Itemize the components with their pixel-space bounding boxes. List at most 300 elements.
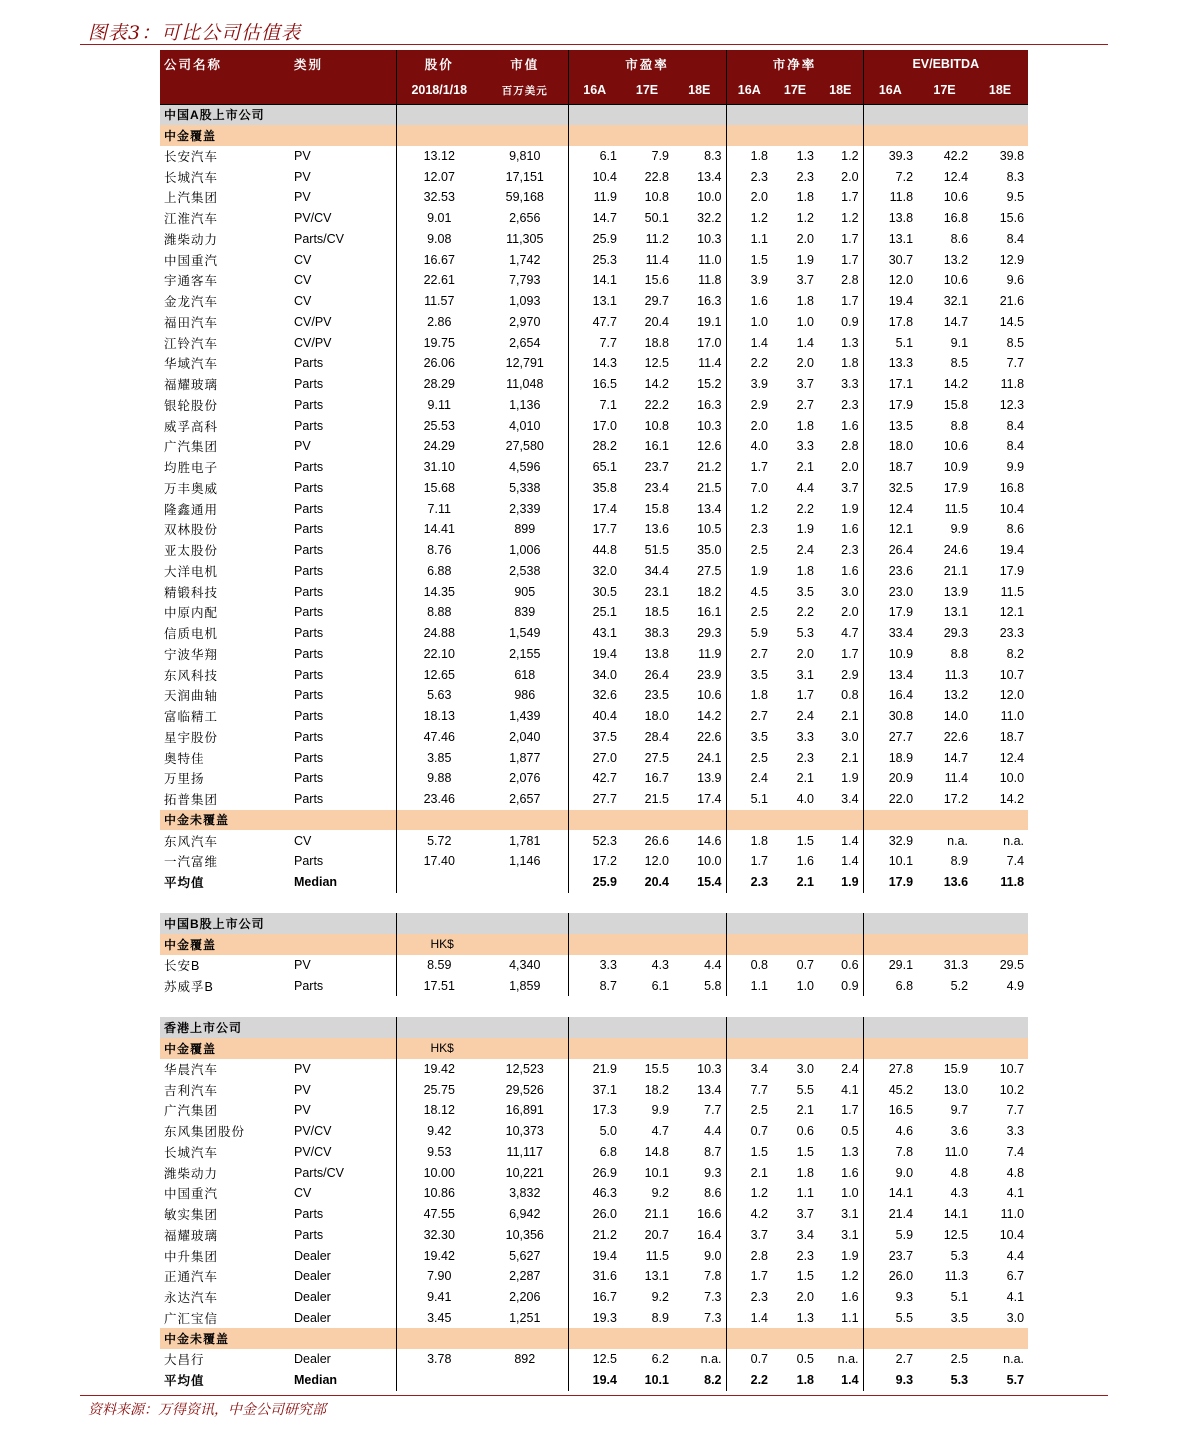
company-type: Parts bbox=[294, 397, 324, 412]
cell-value: 0.5 bbox=[796, 1352, 815, 1367]
cell-value: 2,287 bbox=[509, 1269, 541, 1284]
cell-value: 30.8 bbox=[863, 706, 917, 727]
cell-value: 2,538 bbox=[509, 563, 541, 578]
cell-value: 10.1 bbox=[863, 851, 917, 872]
cell-value: 2.2 bbox=[726, 353, 772, 374]
cell-value: 7.7 bbox=[1006, 356, 1025, 371]
valuation-table bbox=[160, 50, 1028, 1391]
cell-value: 4.7 bbox=[841, 626, 859, 641]
cell-value: 1.9 bbox=[796, 522, 815, 537]
cell-value: 11.0 bbox=[698, 252, 722, 267]
cell-value: 1.2 bbox=[796, 211, 815, 226]
cell-value: 23.9 bbox=[697, 667, 722, 682]
company-type: Parts bbox=[294, 1227, 324, 1242]
company-name: 隆鑫通用 bbox=[164, 502, 219, 517]
cell-value: 8.6 bbox=[1006, 522, 1025, 537]
table-row bbox=[160, 727, 1028, 748]
table-row bbox=[160, 187, 1028, 208]
cell-value: 1.4 bbox=[841, 833, 859, 848]
company-name: 天润曲轴 bbox=[164, 689, 219, 704]
cell-value: 23.5 bbox=[644, 688, 669, 703]
cell-value: 23.6 bbox=[863, 561, 917, 582]
table-row bbox=[160, 1287, 1028, 1308]
median-row bbox=[160, 872, 1028, 893]
company-name: 万丰奥威 bbox=[164, 481, 219, 496]
table-row bbox=[160, 789, 1028, 810]
cell-value: 13.3 bbox=[863, 353, 917, 374]
bottom-divider bbox=[80, 1395, 1108, 1396]
cell-value: 10.1 bbox=[644, 1373, 669, 1388]
cell-value: 13.4 bbox=[697, 169, 722, 184]
cell-value: 11.8 bbox=[863, 187, 917, 208]
cell-value: 1,781 bbox=[509, 833, 541, 848]
cell-value: 16.1 bbox=[644, 439, 669, 454]
cell-value: 1.4 bbox=[841, 854, 859, 869]
company-type: PV/CV bbox=[294, 1144, 332, 1159]
cell-value: 7.9 bbox=[651, 148, 669, 163]
company-name: 亚太股份 bbox=[164, 544, 219, 559]
cell-value: 10.6 bbox=[943, 273, 969, 288]
table-row bbox=[160, 146, 1028, 167]
cell-value: 3,832 bbox=[509, 1186, 541, 1201]
cell-value: 2.1 bbox=[841, 709, 859, 724]
company-name: 均胜电子 bbox=[164, 461, 219, 476]
cell-value: 1.9 bbox=[841, 501, 859, 516]
header-date: 2018/1/18 bbox=[396, 77, 482, 104]
cell-value: 10.8 bbox=[644, 418, 669, 433]
company-type: Parts bbox=[294, 667, 324, 682]
table-row bbox=[160, 976, 1028, 997]
cell-value: 15.68 bbox=[396, 478, 482, 499]
cell-value: 21.5 bbox=[644, 792, 669, 807]
cell-value: 43.1 bbox=[568, 623, 621, 644]
cell-value: 3.4 bbox=[796, 1227, 815, 1242]
cell-value: 1.6 bbox=[841, 522, 859, 537]
cell-value: 2.8 bbox=[726, 1245, 772, 1266]
table-row bbox=[160, 1162, 1028, 1183]
cell-value: 13.4 bbox=[863, 664, 917, 685]
cell-value: 0.7 bbox=[796, 958, 815, 973]
cell-value: 7.4 bbox=[1006, 1144, 1025, 1159]
median-row bbox=[160, 1370, 1028, 1391]
cell-value: 3.3 bbox=[1006, 1124, 1025, 1139]
cell-value: 11.9 bbox=[568, 187, 621, 208]
cell-value: 0.7 bbox=[726, 1121, 772, 1142]
cell-value: 12.5 bbox=[943, 1227, 969, 1242]
cell-value: n.a. bbox=[947, 833, 969, 848]
cell-value: 37.1 bbox=[568, 1079, 621, 1100]
cell-value: 5.3 bbox=[950, 1248, 969, 1263]
cell-value: 1.8 bbox=[796, 294, 815, 309]
cell-value: 16.67 bbox=[396, 249, 482, 270]
table-row bbox=[160, 623, 1028, 644]
cell-value: 11.3 bbox=[944, 667, 969, 682]
cell-value: 15.2 bbox=[697, 377, 722, 392]
cell-value: n.a. bbox=[700, 1352, 722, 1367]
company-name: 华晨汽车 bbox=[164, 1062, 219, 1077]
cell-value: 10.3 bbox=[697, 418, 722, 433]
currency-label: HK$ bbox=[396, 1038, 482, 1059]
not-covered-row bbox=[160, 810, 1028, 831]
cell-value: 13.8 bbox=[863, 208, 917, 229]
cell-value: 12.9 bbox=[999, 252, 1025, 267]
table-row bbox=[160, 1349, 1028, 1370]
cell-value: 2.2 bbox=[796, 501, 815, 516]
cell-value: 5.0 bbox=[568, 1121, 621, 1142]
table-row bbox=[160, 768, 1028, 789]
cell-value: 6,942 bbox=[509, 1207, 541, 1222]
cell-value: 1.6 bbox=[841, 1165, 859, 1180]
cell-value: 1.2 bbox=[726, 208, 772, 229]
cell-value: 12.4 bbox=[999, 750, 1025, 765]
cell-value: 9.3 bbox=[863, 1287, 917, 1308]
cell-value: 13.1 bbox=[568, 291, 621, 312]
cell-value: 8.4 bbox=[1006, 231, 1025, 246]
table-row bbox=[160, 1183, 1028, 1204]
cell-value: 9.9 bbox=[1006, 460, 1025, 475]
cell-value: 20.7 bbox=[644, 1227, 669, 1242]
cell-value: 8.4 bbox=[1006, 418, 1025, 433]
cell-value: 9.88 bbox=[396, 768, 482, 789]
cell-value: 12.4 bbox=[943, 169, 969, 184]
cell-value: 14.7 bbox=[943, 314, 969, 329]
cell-value: 11.4 bbox=[645, 252, 669, 267]
cell-value: 16.7 bbox=[644, 771, 669, 786]
cell-value: 16.4 bbox=[697, 1227, 722, 1242]
cell-value: 11.4 bbox=[698, 356, 722, 371]
cell-value: 11.5 bbox=[645, 1248, 669, 1263]
cell-value: 16.8 bbox=[943, 211, 969, 226]
table-row bbox=[160, 1204, 1028, 1225]
coverage-row bbox=[160, 125, 1028, 146]
company-name: 中国重汽 bbox=[164, 1187, 219, 1202]
cell-value: 6.8 bbox=[863, 976, 917, 997]
cell-value: 13.5 bbox=[863, 415, 917, 436]
cell-value: 8.9 bbox=[651, 1310, 669, 1325]
cell-value: 16.1 bbox=[697, 605, 722, 620]
cell-value: 1,006 bbox=[509, 543, 541, 558]
company-name: 东风集团股份 bbox=[164, 1125, 246, 1140]
cell-value: 16.8 bbox=[999, 480, 1025, 495]
cell-value: 4.4 bbox=[704, 1124, 722, 1139]
cell-value: 9.5 bbox=[1006, 190, 1025, 205]
cell-value: 839 bbox=[514, 605, 536, 620]
cell-value: 12.07 bbox=[396, 166, 482, 187]
cell-value: 17.9 bbox=[863, 602, 917, 623]
cell-value: 4.4 bbox=[796, 480, 815, 495]
cell-value: 5.7 bbox=[1006, 1373, 1025, 1388]
cell-value: 4.2 bbox=[726, 1204, 772, 1225]
cell-value: 52.3 bbox=[568, 830, 621, 851]
cell-value: 2,076 bbox=[509, 771, 541, 786]
cell-value: 1.8 bbox=[726, 830, 772, 851]
company-type: PV bbox=[294, 439, 311, 454]
cell-value: 2.3 bbox=[841, 397, 859, 412]
cell-value: 0.9 bbox=[841, 978, 859, 993]
cell-value: 59,168 bbox=[505, 190, 544, 205]
cell-value: 18.0 bbox=[644, 709, 669, 724]
header-pe-18e: 18E bbox=[673, 77, 726, 104]
header-mcap: 市值 bbox=[482, 50, 568, 77]
cell-value: 7.7 bbox=[726, 1079, 772, 1100]
company-type: Parts bbox=[294, 771, 324, 786]
table-row bbox=[160, 851, 1028, 872]
cell-value: 1.0 bbox=[841, 1186, 859, 1201]
cell-value: 9.42 bbox=[396, 1121, 482, 1142]
cell-value: 1.2 bbox=[841, 148, 859, 163]
cell-value: 17.7 bbox=[568, 519, 621, 540]
company-type: CV bbox=[294, 1186, 312, 1201]
cell-value: 1.8 bbox=[726, 146, 772, 167]
table-row bbox=[160, 208, 1028, 229]
cell-value: 7.7 bbox=[1006, 1103, 1025, 1118]
cell-value: 2.0 bbox=[841, 169, 859, 184]
cell-value: 2.8 bbox=[841, 273, 859, 288]
company-name: 平均值 bbox=[164, 876, 205, 891]
cell-value: 8.2 bbox=[1006, 646, 1025, 661]
cell-value: 3.0 bbox=[841, 729, 859, 744]
cell-value: 2.3 bbox=[726, 519, 772, 540]
cell-value: 44.8 bbox=[568, 540, 621, 561]
cell-value: 1.8 bbox=[796, 418, 815, 433]
currency-label: HK$ bbox=[396, 934, 482, 955]
cell-value: 9.11 bbox=[396, 395, 482, 416]
company-type: Parts bbox=[294, 377, 324, 392]
company-name: 精锻科技 bbox=[164, 585, 219, 600]
cell-value: 16.4 bbox=[863, 685, 917, 706]
header-pb-17e: 17E bbox=[772, 77, 818, 104]
cell-value: 1.8 bbox=[796, 190, 815, 205]
company-name: 上汽集团 bbox=[164, 191, 219, 206]
cell-value: 3.7 bbox=[726, 1225, 772, 1246]
cell-value: 16.6 bbox=[697, 1207, 722, 1222]
table-row bbox=[160, 332, 1028, 353]
cell-value: 17.2 bbox=[943, 792, 969, 807]
cell-value: 1.3 bbox=[841, 335, 859, 350]
cell-value: 4.3 bbox=[950, 1186, 969, 1201]
cell-value: 10.3 bbox=[697, 231, 722, 246]
cell-value: 18.12 bbox=[396, 1100, 482, 1121]
company-name: 江淮汽车 bbox=[164, 212, 219, 227]
company-name: 福耀玻璃 bbox=[164, 378, 219, 393]
cell-value: 1,439 bbox=[509, 709, 541, 724]
cell-value: 20.9 bbox=[863, 768, 917, 789]
cell-value: 2.4 bbox=[796, 543, 815, 558]
cell-value: 14.2 bbox=[999, 792, 1025, 807]
table-row bbox=[160, 1059, 1028, 1080]
cell-value: 10.2 bbox=[999, 1082, 1025, 1097]
figure-title: 图表3：可比公司估值表 bbox=[88, 22, 302, 44]
cell-value: 2.0 bbox=[796, 356, 815, 371]
cell-value: 22.6 bbox=[697, 729, 722, 744]
cell-value: 16,891 bbox=[505, 1103, 544, 1118]
cell-value: 19.4 bbox=[999, 543, 1025, 558]
company-type: PV/CV bbox=[294, 211, 332, 226]
table-row bbox=[160, 644, 1028, 665]
cell-value: 28.2 bbox=[568, 436, 621, 457]
cell-value: 2.7 bbox=[726, 706, 772, 727]
cell-value: 4.1 bbox=[841, 1082, 859, 1097]
cell-value: 1.4 bbox=[841, 1373, 859, 1388]
cell-value: 26.0 bbox=[863, 1266, 917, 1287]
cell-value: 1.0 bbox=[796, 314, 815, 329]
cell-value: 1.9 bbox=[841, 771, 859, 786]
company-type: Parts/CV bbox=[294, 1165, 345, 1180]
cell-value: 9.0 bbox=[863, 1162, 917, 1183]
table-row bbox=[160, 602, 1028, 623]
cell-value: n.a. bbox=[1003, 833, 1025, 848]
table-row bbox=[160, 374, 1028, 395]
cell-value: 14.8 bbox=[644, 1144, 669, 1159]
cell-value: 35.0 bbox=[697, 543, 722, 558]
company-name: 大洋电机 bbox=[164, 564, 219, 579]
table-row bbox=[160, 540, 1028, 561]
cell-value: 4.6 bbox=[863, 1121, 917, 1142]
cell-value: 21.9 bbox=[568, 1059, 621, 1080]
section-a-label: 中国A股上市公司 bbox=[160, 104, 396, 125]
cell-value: 1.8 bbox=[796, 1373, 815, 1388]
cell-value: 23.3 bbox=[999, 626, 1025, 641]
coverage-row-hkd bbox=[160, 1038, 1028, 1059]
cell-value: 2.3 bbox=[841, 543, 859, 558]
cell-value: 65.1 bbox=[568, 457, 621, 478]
cell-value: 1.6 bbox=[841, 1290, 859, 1305]
cell-value: 2.0 bbox=[796, 231, 815, 246]
cell-value: 8.8 bbox=[950, 418, 969, 433]
cell-value: 9.2 bbox=[651, 1290, 669, 1305]
cell-value: 2.2 bbox=[726, 1370, 772, 1391]
cell-value: 1.7 bbox=[841, 190, 859, 205]
cell-value: 3.5 bbox=[726, 727, 772, 748]
cell-value: 8.3 bbox=[704, 148, 722, 163]
spacer-row bbox=[160, 893, 1028, 914]
company-type: CV/PV bbox=[294, 335, 332, 350]
cell-value: 2,339 bbox=[509, 501, 541, 516]
cell-value: 19.4 bbox=[568, 1370, 621, 1391]
company-name: 中国重汽 bbox=[164, 253, 219, 268]
cell-value: 10.4 bbox=[568, 166, 621, 187]
cell-value: 5.9 bbox=[863, 1225, 917, 1246]
cell-value: 11.9 bbox=[698, 646, 722, 661]
cell-value: 2.9 bbox=[726, 395, 772, 416]
cell-value: 2.4 bbox=[726, 768, 772, 789]
cell-value: 7.11 bbox=[396, 498, 482, 519]
company-type: PV bbox=[294, 169, 311, 184]
cell-value: 8.2 bbox=[704, 1373, 722, 1388]
cell-value: 10.5 bbox=[697, 522, 722, 537]
cell-value: 7.8 bbox=[863, 1142, 917, 1163]
cell-value: 4.1 bbox=[1006, 1186, 1025, 1201]
cell-value: 3.78 bbox=[396, 1349, 482, 1370]
company-name: 广汇宝信 bbox=[164, 1311, 219, 1326]
company-type: Parts/CV bbox=[294, 231, 345, 246]
cell-value: 11,048 bbox=[506, 377, 544, 392]
cell-value: 3.6 bbox=[950, 1124, 969, 1139]
cell-value: 4.1 bbox=[1006, 1290, 1025, 1305]
cell-value: 24.6 bbox=[943, 543, 969, 558]
cell-value: 6.8 bbox=[568, 1142, 621, 1163]
cell-value: 1.0 bbox=[726, 312, 772, 333]
cell-value: 47.46 bbox=[396, 727, 482, 748]
cell-value: 18.0 bbox=[863, 436, 917, 457]
header-pb-16a: 16A bbox=[726, 77, 772, 104]
cell-value: 45.2 bbox=[863, 1079, 917, 1100]
cell-value: 5.1 bbox=[726, 789, 772, 810]
cell-value: 30.5 bbox=[568, 581, 621, 602]
table-row bbox=[160, 270, 1028, 291]
cell-value: 32.5 bbox=[863, 478, 917, 499]
cell-value: 6.7 bbox=[1006, 1269, 1025, 1284]
cell-value: 3.9 bbox=[726, 270, 772, 291]
cell-value: 1.2 bbox=[726, 498, 772, 519]
company-type: CV bbox=[294, 294, 312, 309]
company-type: Dealer bbox=[294, 1248, 331, 1263]
cell-value: 18.9 bbox=[863, 747, 917, 768]
cell-value: 2,206 bbox=[509, 1290, 541, 1305]
cell-value: n.a. bbox=[1003, 1352, 1025, 1367]
cell-value: 4.8 bbox=[950, 1165, 969, 1180]
table-row bbox=[160, 685, 1028, 706]
cell-value: 31.3 bbox=[943, 958, 969, 973]
company-name: 江铃汽车 bbox=[164, 336, 219, 351]
cell-value: 8.7 bbox=[568, 976, 621, 997]
cell-value: 25.75 bbox=[396, 1079, 482, 1100]
cell-value: 3.3 bbox=[841, 377, 859, 392]
cell-value: 2,970 bbox=[509, 314, 541, 329]
cell-value: 6.2 bbox=[651, 1352, 669, 1367]
cell-value: 47.7 bbox=[568, 312, 621, 333]
cell-value: 1.5 bbox=[796, 1269, 815, 1284]
cell-value: 2.0 bbox=[796, 1290, 815, 1305]
company-name: 宇通客车 bbox=[164, 274, 219, 289]
cell-value: 8.76 bbox=[396, 540, 482, 561]
cell-value: 7.7 bbox=[568, 332, 621, 353]
cell-value: 9.41 bbox=[396, 1287, 482, 1308]
coverage-row-hkd bbox=[160, 934, 1028, 955]
cell-value: 18.7 bbox=[863, 457, 917, 478]
cell-value: 3.4 bbox=[841, 792, 859, 807]
cell-value: 25.9 bbox=[568, 872, 621, 893]
header-pe: 市盈率 bbox=[568, 50, 726, 77]
cell-value: 9.9 bbox=[950, 522, 969, 537]
cell-value: 10.0 bbox=[999, 771, 1025, 786]
cell-value: 2.3 bbox=[796, 1248, 815, 1263]
cell-value: 2,654 bbox=[509, 335, 541, 350]
cell-value: 2.4 bbox=[796, 709, 815, 724]
company-type: PV/CV bbox=[294, 1124, 332, 1139]
cell-value: 4.4 bbox=[704, 958, 722, 973]
cell-value: 1.3 bbox=[796, 148, 815, 163]
company-name: 拓普集团 bbox=[164, 793, 219, 808]
cell-value: 26.6 bbox=[644, 833, 669, 848]
cell-value: 9.3 bbox=[704, 1165, 722, 1180]
cell-value: 21.1 bbox=[644, 1207, 669, 1222]
cell-value: 19.4 bbox=[568, 1245, 621, 1266]
cell-value: 17.9 bbox=[863, 872, 917, 893]
cell-value: 17.4 bbox=[568, 498, 621, 519]
cell-value: 10.8 bbox=[644, 190, 669, 205]
cell-value: 22.10 bbox=[396, 644, 482, 665]
section-b-share-label: 中国B股上市公司 bbox=[160, 913, 396, 934]
cell-value: 1,136 bbox=[509, 397, 541, 412]
cell-value: 18.2 bbox=[697, 584, 722, 599]
cell-value: 19.4 bbox=[863, 291, 917, 312]
company-type: Parts bbox=[294, 460, 324, 475]
cell-value: 18.5 bbox=[644, 605, 669, 620]
company-type: Parts bbox=[294, 688, 324, 703]
cell-value: 10.6 bbox=[943, 439, 969, 454]
cell-value: 19.75 bbox=[396, 332, 482, 353]
